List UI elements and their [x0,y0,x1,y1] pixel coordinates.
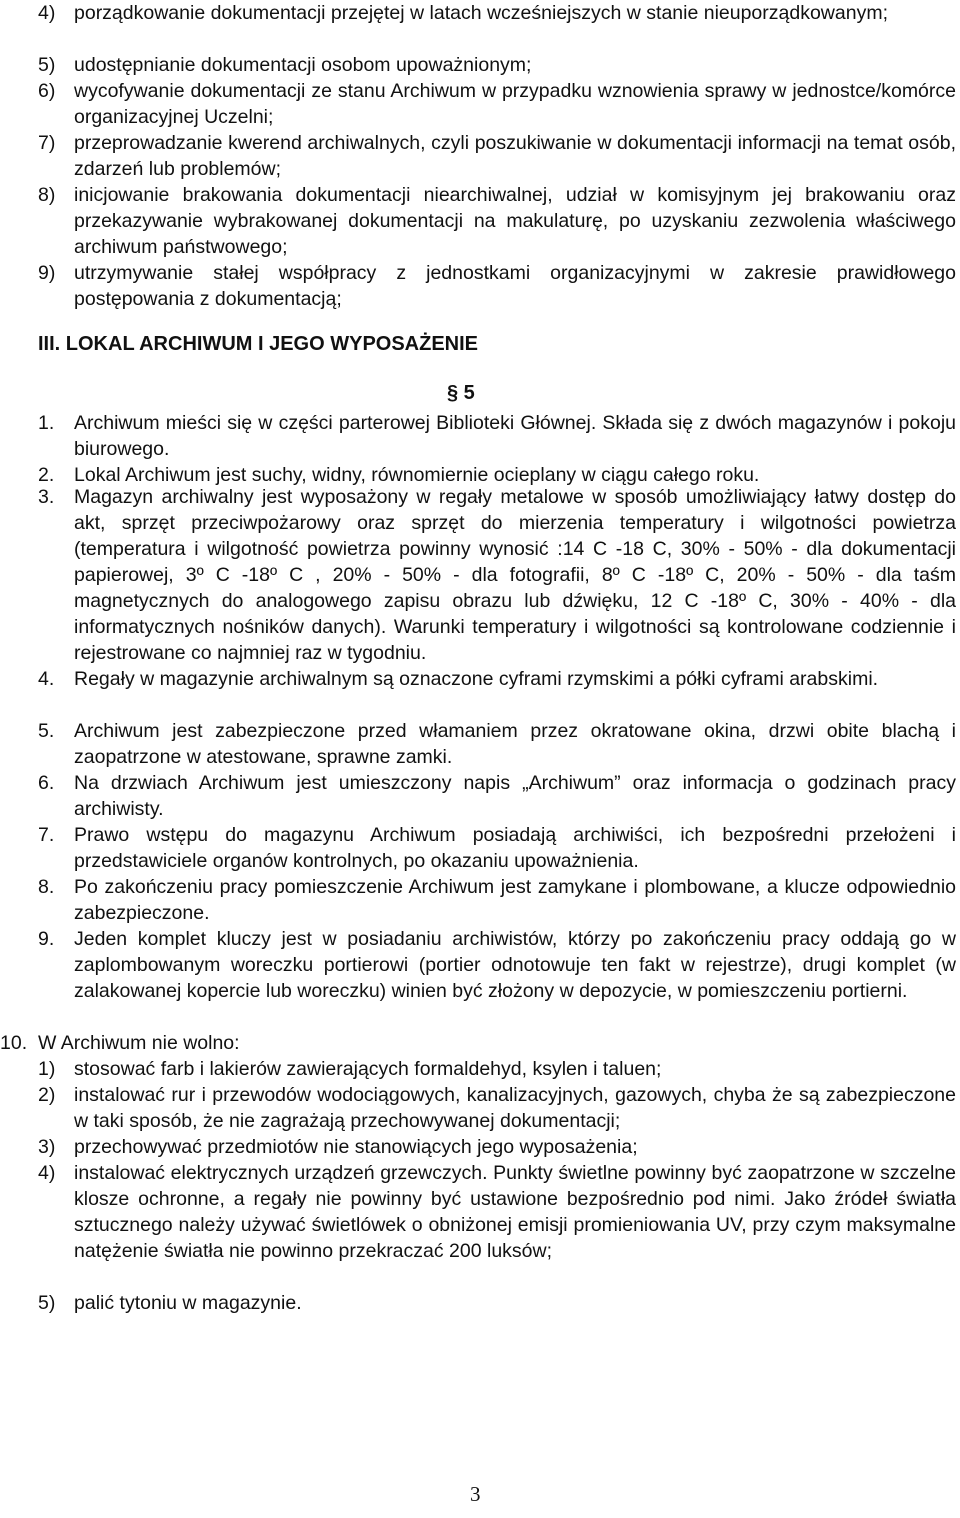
list-item-text: przeprowadzanie kwerend archiwalnych, czyli poszukiwanie w dokumentacji informacji na temat osób, zdarzeń lub problemów; [74,132,956,180]
section-heading: III. LOKAL ARCHIWUM I JEGO WYPOSAŻENIE [38,333,479,355]
numbered-point [38,718,956,770]
list-item-number: 8) [38,184,56,206]
list-item-number: 6) [38,80,56,102]
list-item [38,182,956,260]
list-item-number: 9) [38,262,56,284]
list-item-number: 7) [38,132,56,154]
list-item-text: utrzymywanie stałej współpracy z jednostkami organizacyjnymi w zakresie prawidłowego postępowania z dokumentacją; [74,262,956,310]
prohibition-number: 1) [38,1058,56,1080]
prohibition-item [38,1056,956,1082]
point-number: 5. [38,720,55,742]
list-item-number: 4) [38,2,56,24]
prohibition-number: 4) [38,1162,56,1184]
point-number: 10. [0,1032,28,1054]
point-number: 4. [38,668,55,690]
paragraph-mark: § 5 [447,382,475,404]
list-item [38,78,956,130]
numbered-point [38,822,956,874]
point-text: Magazyn archiwalny jest wyposażony w regały metalowe w sposób umożliwiający łatwy dostęp do akt, sprzęt przeciwpożarowy oraz sprzęt do mierzenia temperatury i wilgotności powietrza (temperatura i wilgotność powietrza powinny wynosić :14 C -18 C, 30% - 50% - dla dokumentacji papierowej, 3º C -18º C , 20% - 50% - dla fotografii, 8º C -18º C, 20% - 50% - dla taśm magnetycznych do analogowego zapisu obrazu lub dźwięku, 12 C -18º C, 30% - 40% - dla informatycznych nośników danych). Warunki temperatury i wilgotności są kontrolowane codziennie i rejestrowane co najmniej raz w tygodniu. [74,486,956,664]
point-text: Lokal Archiwum jest suchy, widny, równomiernie ocieplany w ciągu całego roku. [74,464,760,486]
point-number: 3. [38,486,55,508]
prohibition-number: 2) [38,1084,56,1106]
prohibition-text: przechowywać przedmiotów nie stanowiących jego wyposażenia; [74,1136,638,1158]
prohibition-item [38,1290,956,1316]
prohibition-item [38,1160,956,1264]
numbered-point [38,666,956,692]
numbered-point [0,1030,956,1056]
point-number: 1. [38,412,55,434]
point-text: Na drzwiach Archiwum jest umieszczony napis „Archiwum” oraz informacja o godzinach pracy archiwisty. [74,772,956,820]
prohibition-text: instalować rur i przewodów wodociągowych, kanalizacyjnych, gazowych, chyba że są zabezpieczone w taki sposób, że nie zagrażają przechowywanej dokumentacji; [74,1084,956,1132]
list-item-number: 5) [38,54,56,76]
page-number: 3 [470,1482,481,1506]
prohibition-number: 3) [38,1136,56,1158]
list-item-text: wycofywanie dokumentacji ze stanu Archiwum w przypadku wznowienia sprawy w jednostce/komórce organizacyjnej Uczelni; [74,80,956,128]
numbered-point [38,770,956,822]
list-item-text: udostępnianie dokumentacji osobom upoważnionym; [74,54,532,76]
point-number: 6. [38,772,55,794]
point-text: Jeden komplet kluczy jest w posiadaniu archiwistów, którzy po zakończeniu pracy oddają go w zaplombowanym woreczku portierowi (portier odnotowuje ten fakt w rejestrze), drugi komplet (w zalakowanej kopercie lub woreczku) winien być złożony w depozycie, w pomieszczeniu portierni. [74,928,956,1002]
numbered-point [38,484,956,666]
point-text: Archiwum mieści się w części parterowej Biblioteki Głównej. Składa się z dwóch magazynów i pokoju biurowego. [74,412,956,460]
point-text: Regały w magazynie archiwalnym są oznaczone cyframi rzymskimi a półki cyframi arabskimi. [74,668,879,690]
prohibition-number: 5) [38,1292,56,1314]
list-item [38,260,956,312]
list-item-text: inicjowanie brakowania dokumentacji niearchiwalnej, udział w komisyjnym jej brakowaniu oraz przekazywanie wybrakowanej dokumentacji na makulaturę, po uzyskaniu zezwolenia właściwego archiwum państwowego; [74,184,956,258]
list-item [38,0,956,26]
list-item [38,130,956,182]
list-item-text: porządkowanie dokumentacji przejętej w latach wcześniejszych w stanie nieuporządkowanym; [74,2,888,24]
prohibition-text: instalować elektrycznych urządzeń grzewczych. Punkty świetlne powinny być zaopatrzone w szczelne klosze ochronne, a regały nie powinny być ustawione bezpośrednio pod nimi. Jako źródeł światła sztucznego należy używać świetlówek o obniżonej emisji promieniowania UV, przy czym maksymalne natężenie światła nie powinno przekraczać 200 luksów; [74,1162,956,1262]
point-number: 8. [38,876,55,898]
point-number: 2. [38,464,55,486]
numbered-point [38,926,956,1004]
point-text: Archiwum jest zabezpieczone przed włamaniem przez okratowane okina, drzwi obite blachą i zaopatrzone w atestowane, sprawne zamki. [74,720,956,768]
numbered-point [38,410,956,462]
point-text: W Archiwum nie wolno: [38,1032,240,1054]
list-item [38,52,956,78]
prohibition-item [38,1134,956,1160]
numbered-point [38,874,956,926]
point-text: Po zakończeniu pracy pomieszczenie Archiwum jest zamykane i plombowane, a klucze odpowiednio zabezpieczone. [74,876,956,924]
point-number: 7. [38,824,55,846]
prohibition-text: stosować farb i lakierów zawierających formaldehyd, ksylen i taluen; [74,1058,662,1080]
point-number: 9. [38,928,55,950]
point-text: Prawo wstępu do magazynu Archiwum posiadają archiwiści, ich bezpośredni przełożeni i przedstawiciele organów kontrolnych, po okazaniu upoważnienia. [74,824,956,872]
prohibition-item [38,1082,956,1134]
prohibition-text: palić tytoniu w magazynie. [74,1292,302,1314]
